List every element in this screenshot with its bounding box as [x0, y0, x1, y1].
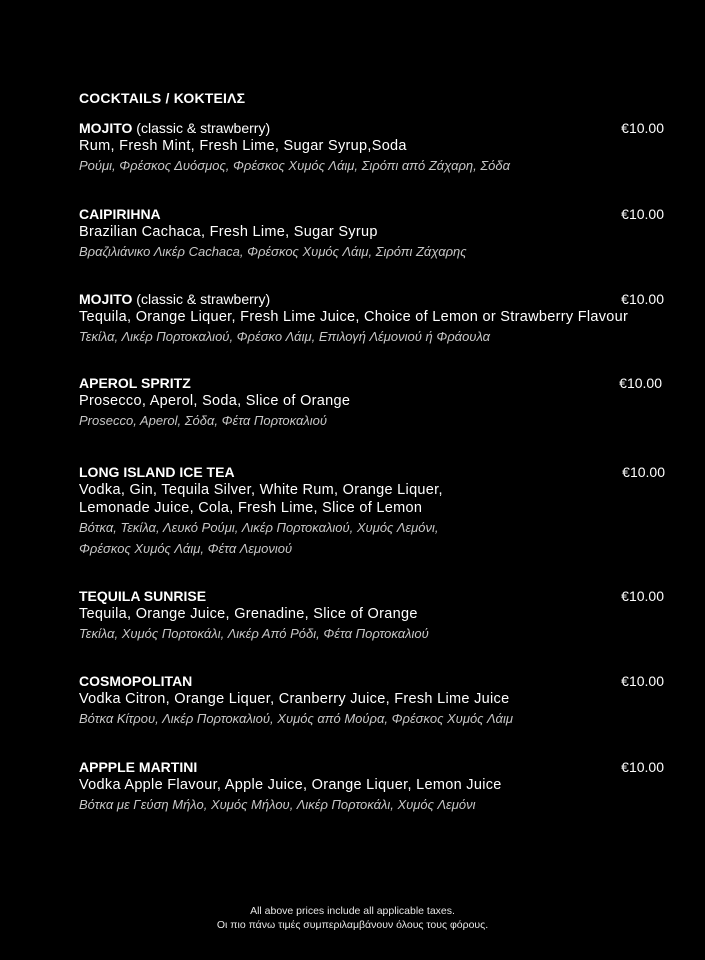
item-ingredients-greek: Prosecco, Aperol, Σόδα, Φέτα Πορτοκαλιού [79, 413, 328, 428]
item-price: €10.00 [621, 291, 664, 307]
item-ingredients-greek: Τεκίλα, Λικέρ Πορτοκαλιού, Φρέσκο Λάιμ, Επιλογή Λέμονιού ή Φράουλα [79, 329, 491, 344]
menu-item [79, 463, 664, 559]
item-ingredients: Tequila, Orange Juice, Grenadine, Slice of Orange [79, 606, 418, 622]
item-price: €10.00 [621, 588, 664, 604]
item-price: €10.00 [621, 759, 664, 775]
item-price: €10.00 [621, 206, 664, 222]
tax-note [0, 904, 705, 932]
menu-item [79, 205, 664, 262]
item-price: €10.00 [619, 375, 662, 391]
item-ingredients-greek: Βότκα Κίτρου, Λικέρ Πορτοκαλιού, Χυμός από Μούρα, Φρέσκος Χυμός Λάιμ [79, 711, 513, 726]
menu-item [79, 290, 664, 347]
item-price: €10.00 [621, 120, 664, 136]
item-ingredients-greek: Βραζιλιάνικο Λικέρ Cachaca, Φρέσκος Χυμός Λάιμ, Σιρόπι Ζάχαρης [79, 244, 467, 259]
item-name: MOJITO [79, 120, 133, 136]
item-name-line [79, 672, 664, 690]
item-ingredients: Lemonade Juice, Cola, Fresh Lime, Slice of Lemon [79, 500, 423, 516]
item-name: COSMOPOLITAN [79, 673, 193, 689]
item-ingredients-greek: Φρέσκος Χυμός Λάιμ, Φέτα Λεμονιού [79, 541, 293, 556]
menu-item [79, 672, 664, 729]
item-name: APPPLE MARTINI [79, 759, 198, 775]
item-name: MOJITO [79, 291, 133, 307]
item-name: TEQUILA SUNRISE [79, 588, 207, 604]
item-ingredients-greek: Τεκίλα, Χυμός Πορτοκάλι, Λικέρ Από Ρόδι, Φέτα Πορτοκαλιού [79, 626, 429, 641]
item-ingredients: Prosecco, Aperol, Soda, Slice of Orange [79, 393, 351, 409]
item-ingredients-greek: Βότκα, Τεκίλα, Λευκό Ρούμι, Λικέρ Πορτοκαλιού, Χυμός Λεμόνι, [79, 520, 439, 535]
item-ingredients: Vodka Apple Flavour, Apple Juice, Orange Liquer, Lemon Juice [79, 777, 502, 793]
item-ingredients: Brazilian Cachaca, Fresh Lime, Sugar Syrup [79, 224, 378, 240]
tax-note-english: All above prices include all applicable taxes. [250, 905, 455, 917]
item-name: APEROL SPRITZ [79, 375, 191, 391]
item-name-line [79, 587, 664, 605]
item-name-line [79, 758, 664, 776]
item-ingredients-greek: Ρούμι, Φρέσκος Δυόσμος, Φρέσκος Χυμός Λάιμ, Σιρόπι από Ζάχαρη, Σόδα [79, 158, 511, 173]
item-ingredients: Vodka Citron, Orange Liquer, Cranberry Juice, Fresh Lime Juice [79, 691, 510, 707]
item-ingredients: Tequila, Orange Liquer, Fresh Lime Juice, Choice of Lemon or Strawberry Flavour [79, 309, 629, 325]
item-name-line [79, 374, 664, 392]
cocktail-menu [79, 90, 669, 812]
item-ingredients: Rum, Fresh Mint, Fresh Lime, Sugar Syrup,Soda [79, 138, 407, 154]
item-price: €10.00 [621, 673, 664, 689]
item-name: LONG ISLAND ICE TEA [79, 464, 235, 480]
menu-item [79, 119, 664, 176]
item-name-line [79, 205, 664, 223]
item-name-line [79, 119, 664, 137]
menu-item [79, 758, 664, 815]
tax-note-greek: Οι πιο πάνω τιμές συμπεριλαμβάνουν όλους τους φόρους. [216, 919, 489, 931]
item-variant: (classic & strawberry) [132, 291, 271, 307]
item-variant: (classic & strawberry) [132, 120, 271, 136]
section-title: COCKTAILS / ΚΟΚΤΕΙΛΣ [79, 90, 246, 106]
item-ingredients: Vodka, Gin, Tequila Silver, White Rum, Orange Liquer, [79, 482, 443, 498]
item-name: CAIPIRIHNA [79, 206, 161, 222]
item-name-line [79, 290, 664, 308]
item-name-line [79, 463, 664, 481]
menu-item [79, 374, 664, 431]
item-ingredients-greek: Βότκα με Γεύση Μήλο, Χυμός Μήλου, Λικέρ Πορτοκάλι, Χυμός Λεμόνι [79, 797, 476, 812]
item-price: €10.00 [622, 464, 665, 480]
menu-item [79, 587, 664, 644]
